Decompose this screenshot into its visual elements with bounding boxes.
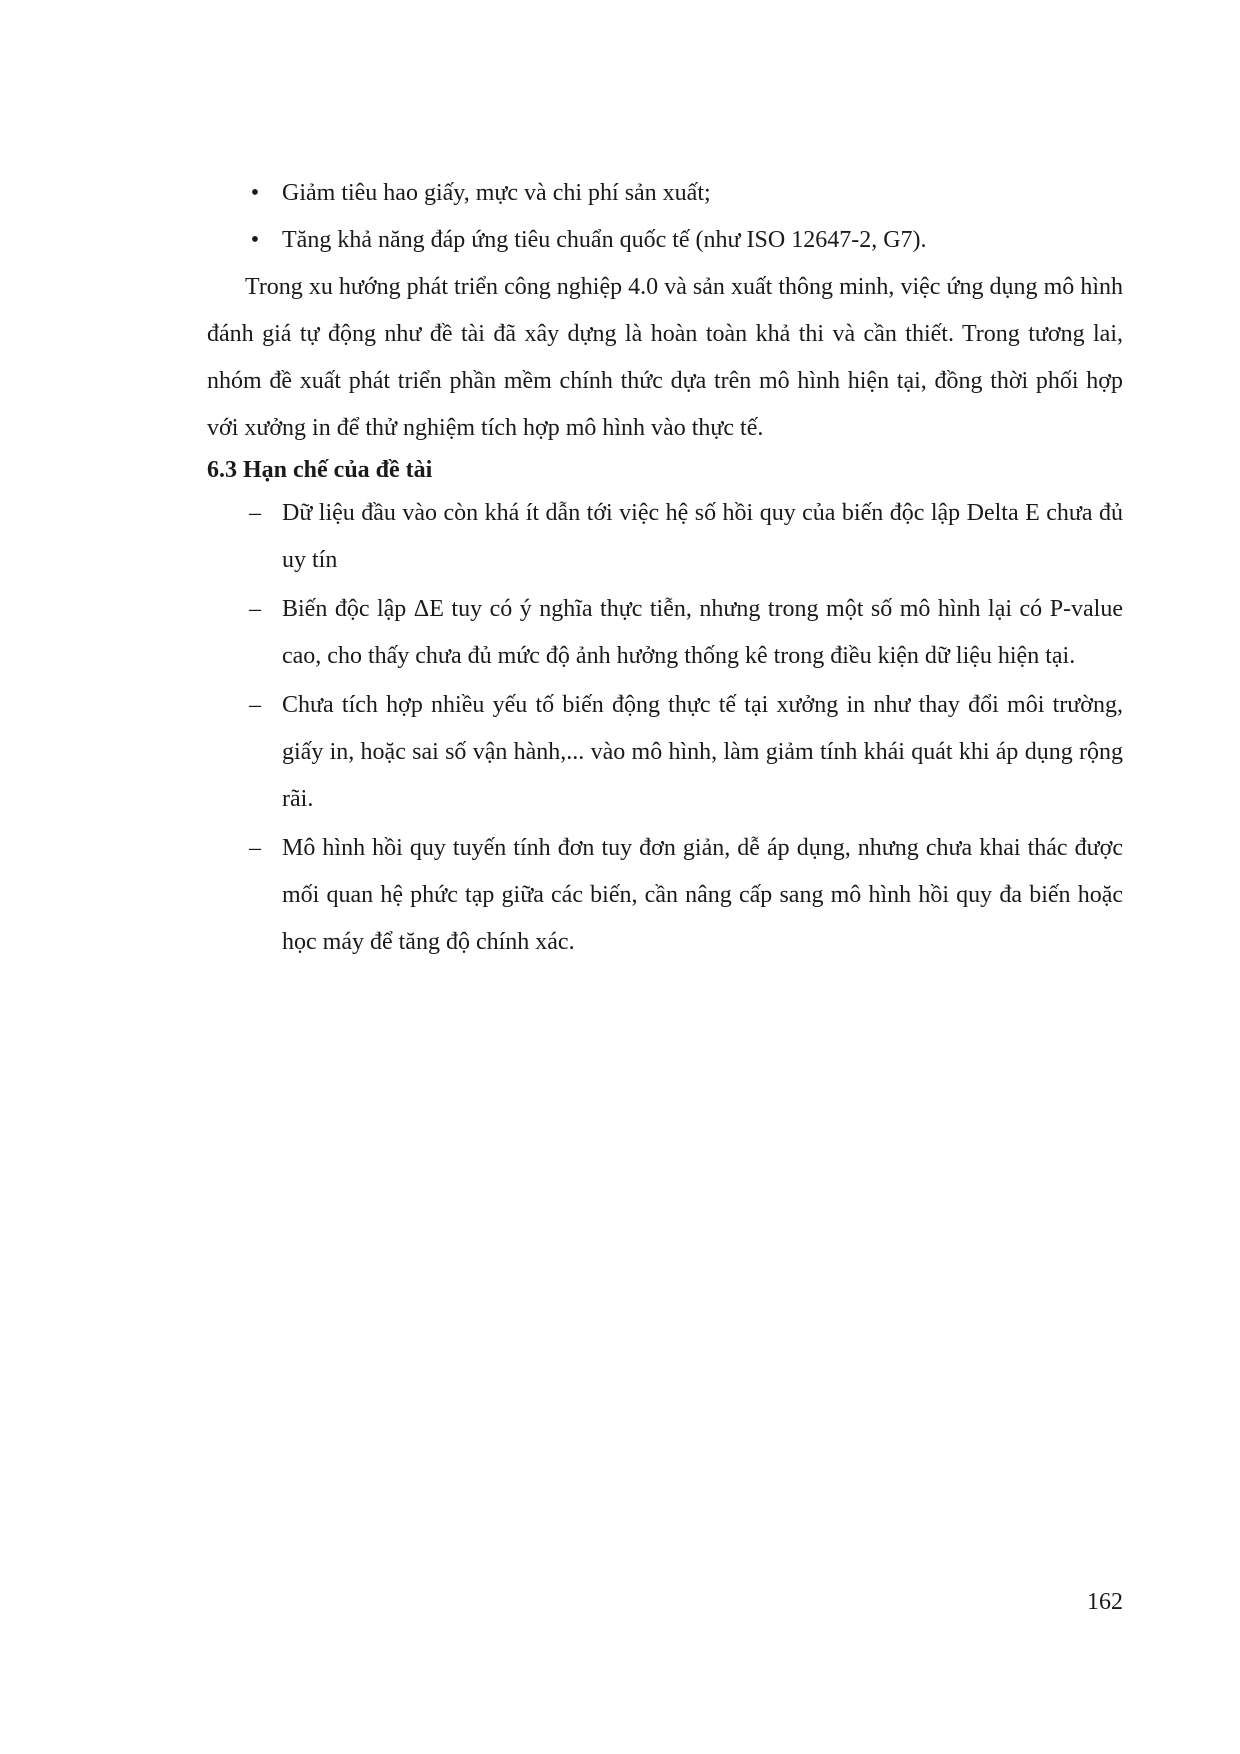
limitation-text: Mô hình hồi quy tuyến tính đơn tuy đơn giản, dễ áp dụng, nhưng chưa khai thác được mối quan hệ phức tạp giữa các biến, cần nâng cấp sang mô hình hồi quy đa biến hoặc học máy để tăng độ chính xác. [282, 835, 1123, 955]
page-number: 162 [1087, 1589, 1123, 1615]
dash-marker: – [249, 692, 261, 718]
bullet-text: Giảm tiêu hao giấy, mực và chi phí sản xuất; [282, 180, 711, 206]
bullet-item [207, 170, 1123, 217]
limitation-text: Chưa tích hợp nhiều yếu tố biến động thực tế tại xưởng in như thay đổi môi trường, giấy in, hoặc sai số vận hành,... vào mô hình, làm giảm tính khái quát khi áp dụng rộng rãi. [282, 692, 1123, 812]
limitation-item [207, 682, 1123, 823]
limitation-item [207, 490, 1123, 584]
bullet-item [207, 217, 1123, 264]
limitation-text: Biến độc lập ΔE tuy có ý nghĩa thực tiễn, nhưng trong một số mô hình lại có P-value cao, cho thấy chưa đủ mức độ ảnh hưởng thống kê trong điều kiện dữ liệu hiện tại. [282, 596, 1123, 669]
dash-marker: – [249, 596, 261, 622]
section-heading: 6.3 Hạn chế của đề tài [207, 457, 433, 483]
bullet-text: Tăng khả năng đáp ứng tiêu chuẩn quốc tế (như ISO 12647-2, G7). [282, 227, 927, 253]
bullet-marker: • [250, 180, 260, 206]
limitation-item [207, 825, 1123, 966]
limitation-item [207, 586, 1123, 680]
bullet-marker: • [250, 227, 260, 253]
dash-marker: – [249, 500, 261, 526]
page-content [207, 170, 1123, 968]
dash-marker: – [249, 835, 261, 861]
body-paragraph: Trong xu hướng phát triển công nghiệp 4.0 và sản xuất thông minh, việc ứng dụng mô hình đánh giá tự động như đề tài đã xây dựng là hoàn toàn khả thi và cần thiết. Trong tương lai, nhóm đề xuất phát triển phần mềm chính thức dựa trên mô hình hiện tại, đồng thời phối hợp với xưởng in để thử nghiệm tích hợp mô hình vào thực tế. [207, 274, 1123, 441]
limitation-text: Dữ liệu đầu vào còn khá ít dẫn tới việc hệ số hồi quy của biến độc lập Delta E chưa đủ uy tín [282, 500, 1123, 573]
